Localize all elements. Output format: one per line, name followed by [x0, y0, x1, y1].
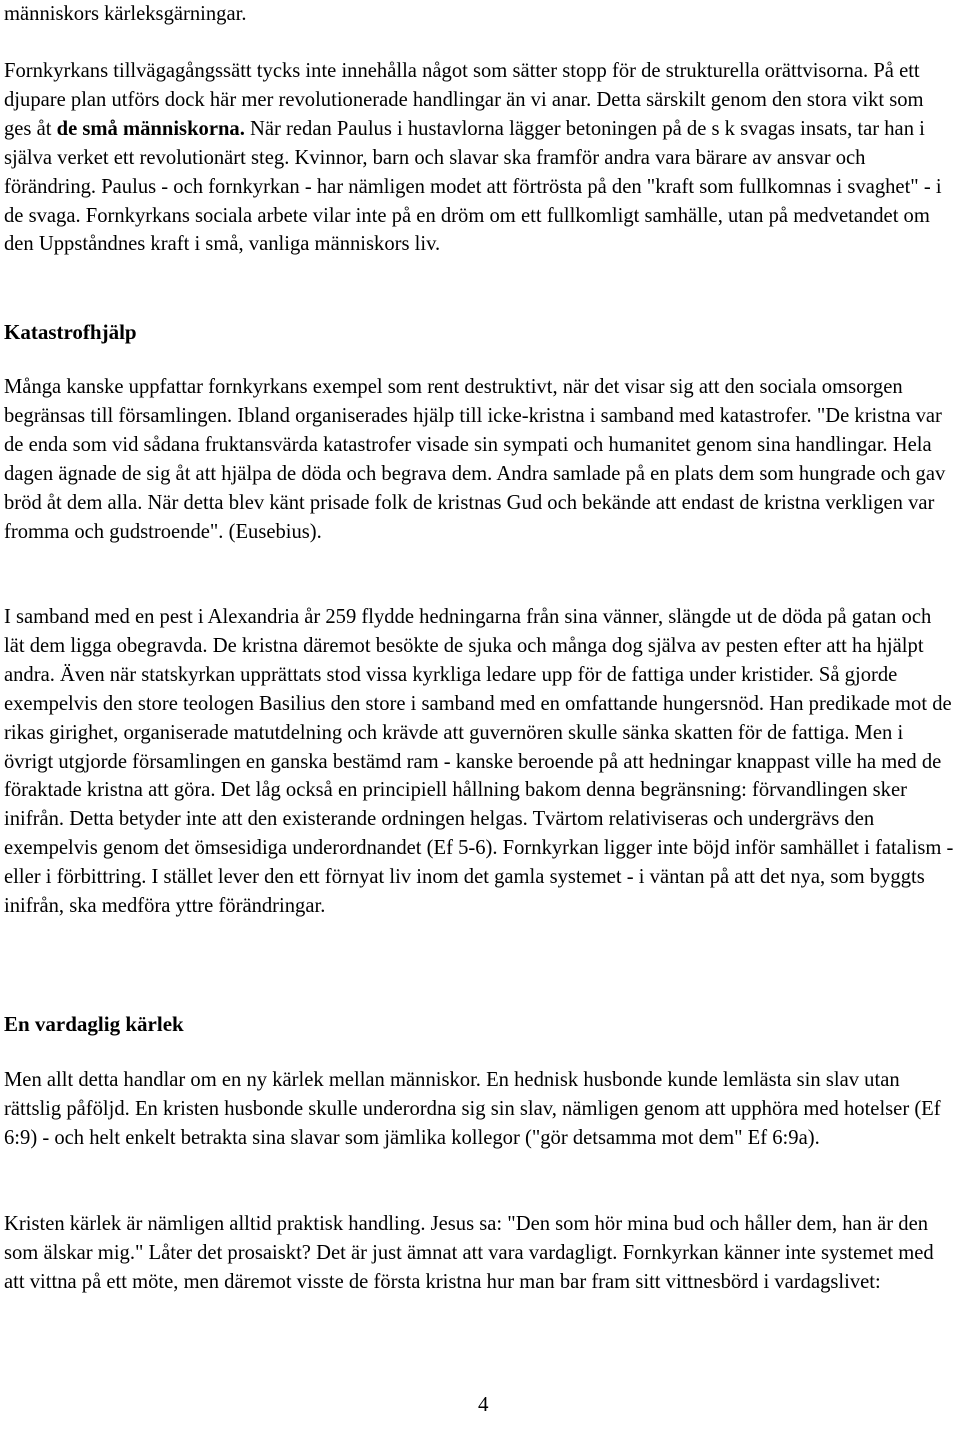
paragraph-3: I samband med en pest i Alexandria år 259 flydde hedningarna från sina vänner, slängde ut de döda på gatan och lät dem ligga obegravda. De kristna däremot besökte de sjuka och många dog själva av pesten efter att ha hjälpt andra. Även när statskyrkan upprättats stod vissa kyrkliga ledare upp för de fattiga under kristider. Så gjorde exempelvis den store teologen Basilius den store i samband med en omfattande hungersnöd. Han predikade mot de rikas girighet, organiserade matutdelning och krävde att guvernören skulle sänka skatten för de fattiga. Men i övrigt utgjorde församlingen en ganska bestämd ram - kanske beroende på att hedningar knappast ville ha med de föraktade kristna att göra. Det låg också en principiell hållning bakom denna begränsning: förvandlingen sker inifrån. Detta betyder inte att den existerande ordningen helgas. Tvärtom relativiseras och undergrävs den exempelvis genom det ömsesidiga underordnandet (Ef 5-6). Fornkyrkan ligger inte böjd inför samhället i fatalism - eller i förbittring. I stället lever den ett förnyat liv inom det gamla systemet - i väntan på att det nya, som byggts inifrån, ska medföra yttre förändringar. [4, 606, 954, 918]
paragraph-1-part-b: När redan Paulus i hustavlorna lägger betoningen på de s k svagas insats, tar han i själva verket ett revolutionärt steg. Kvinnor, barn och slavar ska framför andra vara bärare av ansvar och förändring. Paulus - och fornkyrkan - har nämligen modet att förtrösta på den "kraft som fullkomnas i svaghet" - i de svaga. [4, 117, 942, 227]
heading-katastrofhjalp: Katastrofhjälp [4, 320, 137, 344]
paragraph-2: Många kanske uppfattar fornkyrkans exempel som rent destruktivt, när det visar sig att den sociala omsorgen begränsas till församlingen. Ibland organiserades hjälp till icke-kristna i samband med katastrofer. "De kristna var de enda som vid sådana fruktansvärda katastrofer visade sin sympati och humanitet genom sina handlingar. Hela dagen ägnade de sig åt att hjälpa de döda och begrava dem. Andra samlade på en plats dem som hungrade och gav bröd åt dem alla. När detta blev känt prisade folk de kristnas Gud och bekände att endast de kristna verkligen var fromma och gudstroende". (Eusebius). [4, 376, 946, 543]
paragraph-1-part-c: Fornkyrkans sociala arbete vilar inte på en dröm om ett fullkomligt samhälle, utan på medvetandet om den Uppståndnes kraft i små, vanliga människors liv. [4, 204, 930, 256]
paragraph-1-part-a: Fornkyrkans tillvägagångssätt tycks inte innehålla något som sätter stopp för de strukturella orättvisorna. På ett djupare plan utförs dock här mer revolutionerade handlingar än vi anar. Detta särskilt genom den stora vikt som ges åt [4, 60, 924, 140]
paragraph-5: Kristen kärlek är nämligen alltid praktisk handling. Jesus sa: "Den som hör mina bud och håller dem, han är den som älskar mig." Låter det prosaiskt? Det är just ämnat att vara vardagligt. Fornkyrkan känner inte systemet med att vittna på ett möte, men däremot visste de första kristna hur man bar fram sitt vittnesbörd i vardagslivet: [4, 1213, 934, 1293]
lead-text: människors kärleksgärningar. [4, 3, 247, 25]
heading-vardaglig-karlek: En vardaglig kärlek [4, 1012, 184, 1036]
paragraph-1 [4, 57, 956, 259]
paragraph-4: Men allt detta handlar om en ny kärlek mellan människor. En hednisk husbonde kunde lemlästa sin slav utan rättslig påföljd. En kristen husbonde skulle underordna sig sin slav, nämligen genom att upphöra med hotelser (Ef 6:9) - och helt enkelt betrakta sina slavar som jämlika kollegor ("gör detsamma mot dem" Ef 6:9a). [4, 1069, 941, 1149]
page-number: 4 [478, 1392, 489, 1416]
emphasis-small-people: de små människorna. [56, 117, 245, 140]
